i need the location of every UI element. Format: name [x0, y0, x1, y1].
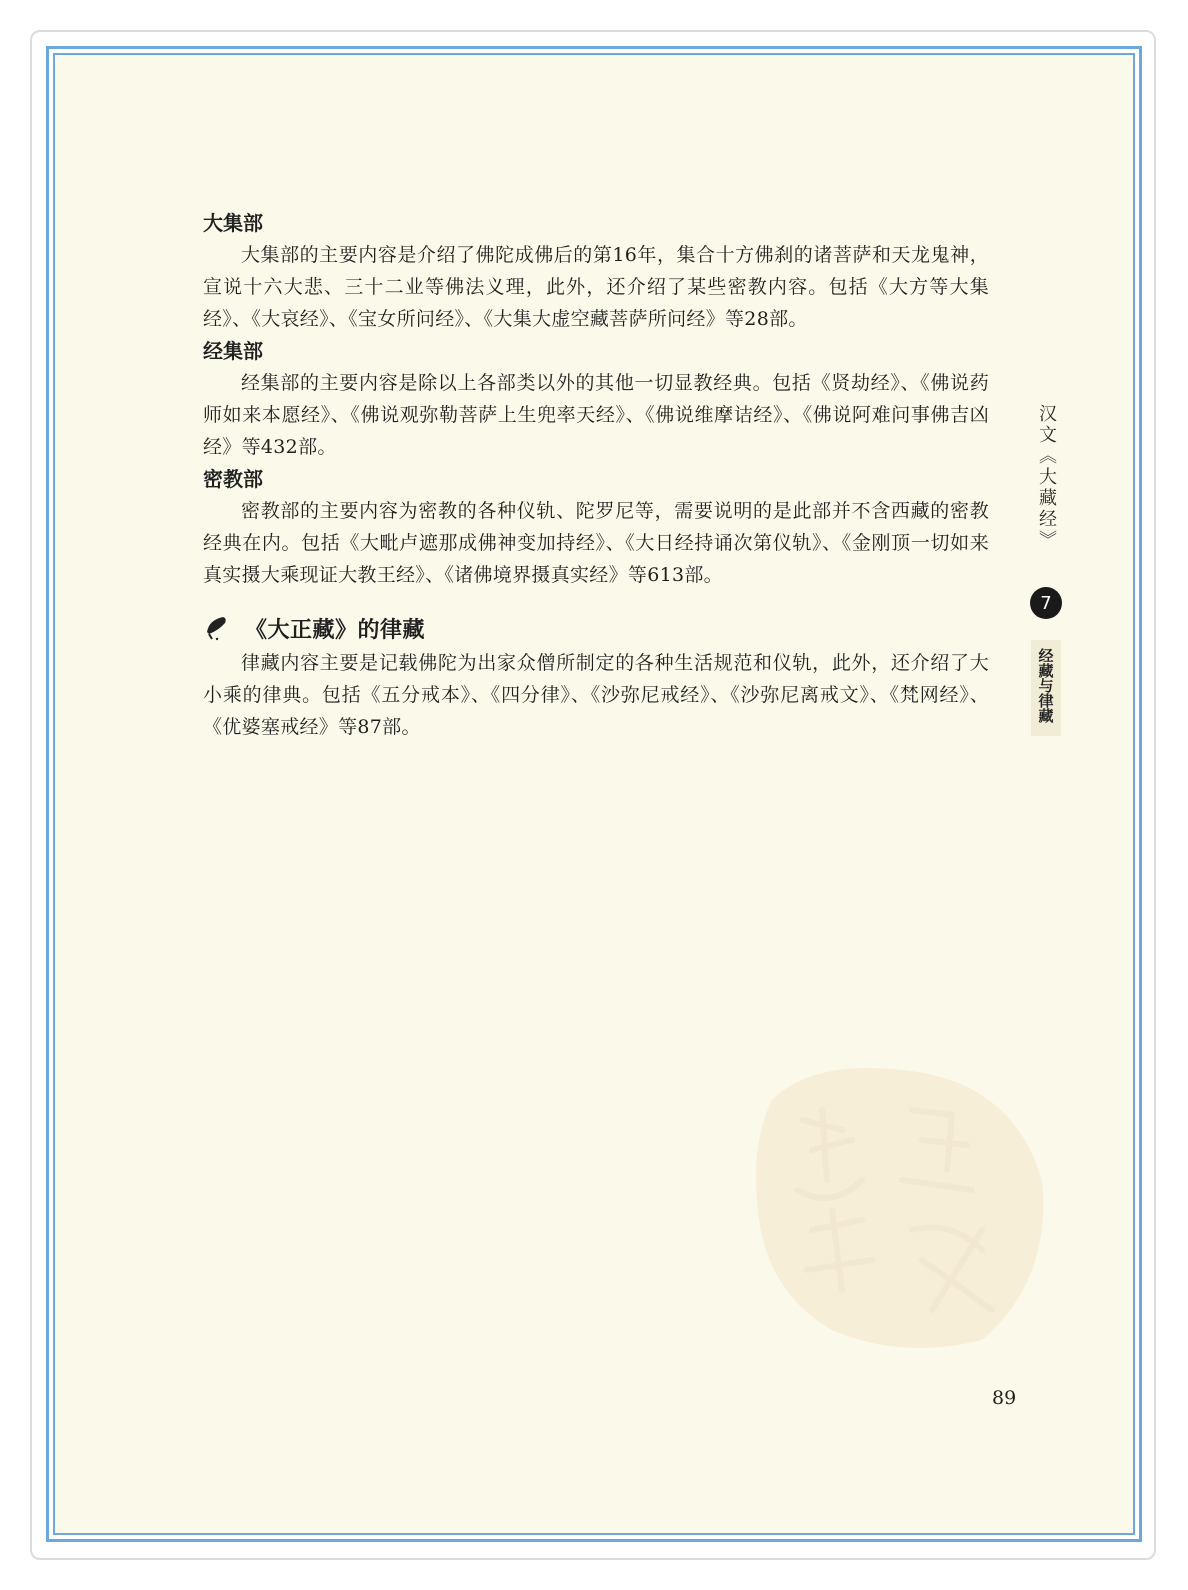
section-tab [1031, 640, 1061, 736]
section-body-daji: 大集部的主要内容是介绍了佛陀成佛后的第16年，集合十方佛刹的诸菩萨和天龙鬼神，宣说十六大悲、三十二业等佛法义理，此外，还介绍了某些密教内容。包括《大方等大集经》、《大哀经》、《宝女所问经》、《大集大虚空藏菩萨所问经》等28部。 [203, 244, 989, 330]
chapter-number-badge: 7 [1030, 587, 1062, 619]
page-number: 89 [992, 1387, 1017, 1409]
section-body-mijiao: 密教部的主要内容为密教的各种仪轨、陀罗尼等，需要说明的是此部并不含西藏的密教经典在内。包括《大毗卢遮那成佛神变加持经》、《大日经持诵次第仪轨》、《金刚顶一切如来真实摄大乘现证大教王经》、《诸佛境界摄真实经》等613部。 [203, 500, 989, 586]
main-content [203, 207, 989, 743]
section-heading-mijiao: 密教部 [203, 467, 263, 491]
brush-icon [203, 614, 231, 642]
major-section-title: 《大正藏》的律藏 [245, 617, 426, 643]
major-section-header [203, 609, 989, 647]
seal-watermark [752, 1060, 1052, 1360]
section-tab-label: 经藏与律藏 [1036, 648, 1055, 723]
section-body-jingji: 经集部的主要内容是除以上各部类以外的其他一切显教经典。包括《贤劫经》、《佛说药师如来本愿经》、《佛说观弥勒菩萨上生兜率天经》、《佛说维摩诘经》、《佛说阿难问事佛吉凶经》等432部。 [203, 372, 989, 458]
section-heading-daji: 大集部 [203, 211, 263, 235]
major-section-body: 律藏内容主要是记载佛陀为出家众僧所制定的各种生活规范和仪轨，此外，还介绍了大小乘的律典。包括《五分戒本》、《四分律》、《沙弥尼戒经》、《沙弥尼离戒文》、《梵网经》、《优婆塞戒经》等87部。 [203, 652, 989, 738]
section-heading-jingji: 经集部 [203, 339, 263, 363]
running-book-title: 汉文《大藏经》 [1036, 404, 1057, 551]
